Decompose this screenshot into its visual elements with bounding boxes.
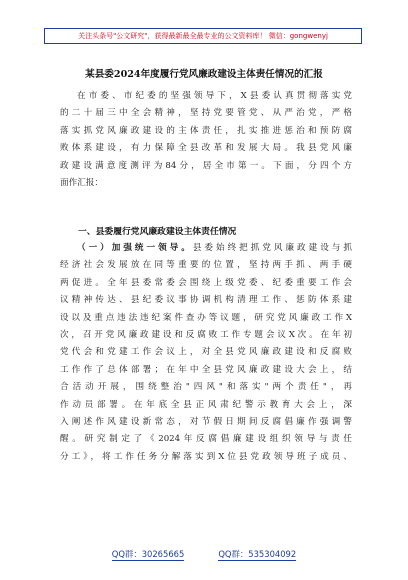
section-heading: 一、县委履行党风廉政建设主体责任情况 [78,227,237,237]
section-line: 议精神传达、县纪委议事协调机构清理工作、惩防体系建 [60,295,352,306]
section-line: 党代会和党建工作会议上，对全县党风廉政建设和反腐败 [60,347,352,358]
header-banner: 关注头条号"公文研究"，获得最新最全最专业的公文资料库！ 微信：gongwenyj [44,28,362,44]
qq-group-link[interactable]: QQ群：30265665 [111,549,185,559]
subsection-label: （一）加强统一领导。 [77,243,193,253]
intro-paragraph [60,88,352,192]
document-title: 某县委2024年度履行党风廉政建设主体责任情况的汇报 [85,69,323,80]
intro-line: 政建设满意度测评为84分，居全市第一。下面，分四个方 [60,160,352,171]
qq-group-link[interactable]: QQ群：535304092 [218,549,297,559]
section-line: 醒。研究制定了《2024年反腐倡廉建设组织领导与责任 [60,434,352,445]
section-line: 两促进。全年县委常委会围绕上级党委、纪委重要工作会 [60,277,352,288]
section-paragraph [60,240,352,466]
intro-line: 面作汇报： [60,178,103,189]
section-line: 合活动开展，围绕整治"四风"和落实"两个责任"，再 [60,382,352,393]
footer [0,548,408,561]
section-line: 分工》，将工作任务分解落实到X位县党政领导班子成员、 [60,451,352,462]
section-line: 工作作了总体部署；在年中全县党风廉政建设大会上，结 [60,364,352,375]
intro-line: 落实抓党风廉政建设的主体责任，扎实推进惩治和预防腐 [60,125,352,136]
section-line-text: 县委始终把抓党风廉政建设与抓 [192,243,352,253]
intro-line: 败体系建设，有力保障全县改革和发展大局。我县党风廉 [60,143,352,154]
section-line: 次，召开党风廉政建设和反腐败工作专题会议X次。在年初 [60,330,352,341]
section-line: 经济社会发展放在同等重要的位置，坚持两手抓、两手硬 [60,260,352,271]
section-line: 作动员部署。在年底全县正风肃纪警示教育大会上，深 [60,399,352,410]
section-first-line [60,240,352,257]
intro-line: 的二十届三中全会精神，坚持党要管党、从严治党，严格 [60,108,352,119]
section-line: 入阐述作风建设新常态，对节假日期间反腐倡廉作强调警 [60,417,352,428]
section-line: 设以及重点违法违纪案件查办等议题，研究党风廉政工作X [60,312,352,323]
intro-line: 在市委、市纪委的坚强领导下，X县委认真贯彻落实党 [77,91,352,101]
